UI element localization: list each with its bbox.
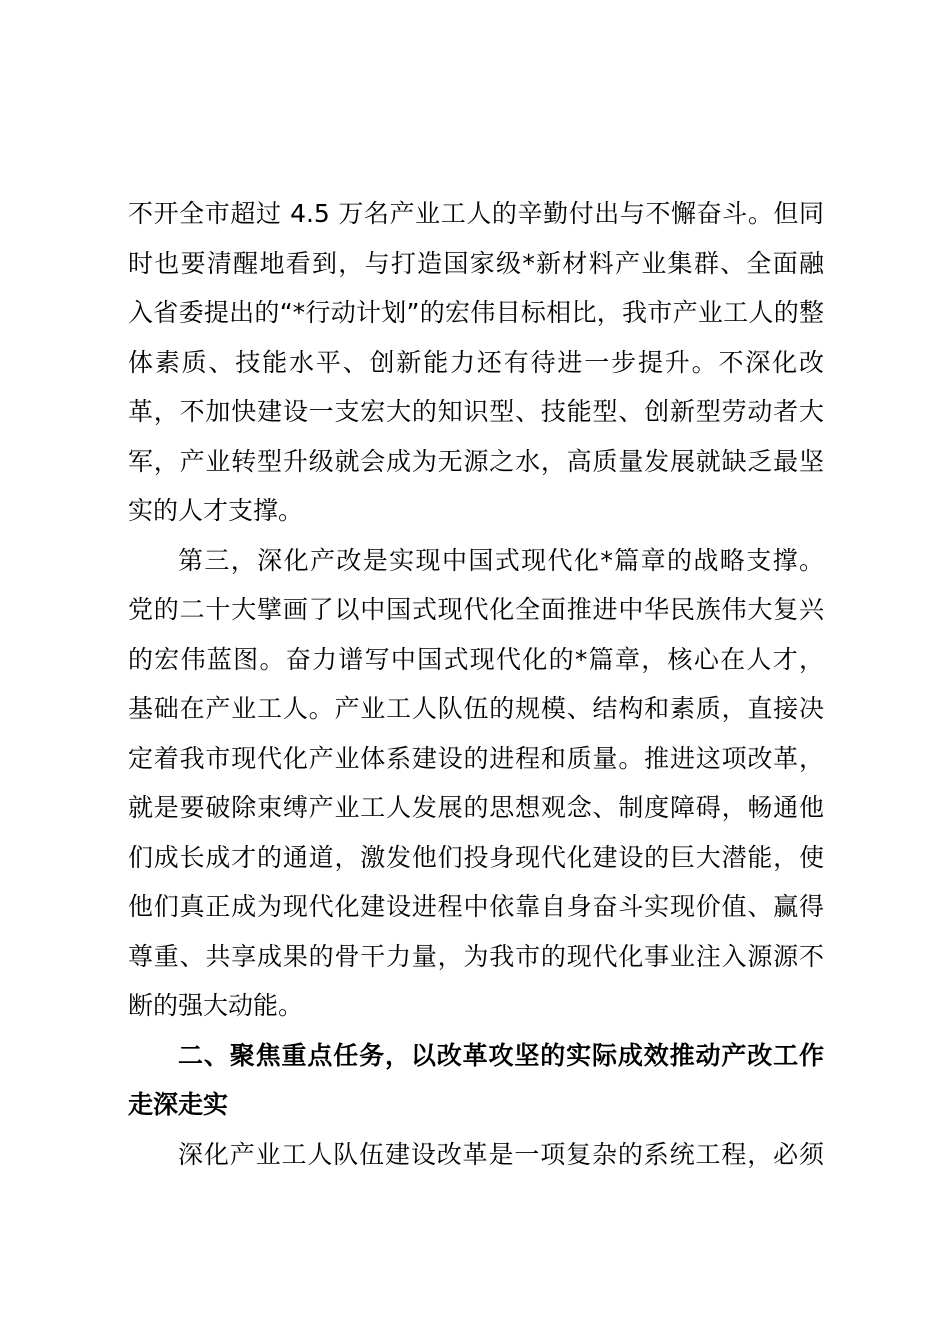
document-body <box>128 189 824 1179</box>
heading-line: 走深走实 <box>128 1090 229 1119</box>
text-line: 军，产业转型升级就会成为无源之水，高质量发展就缺乏最坚 <box>128 446 824 476</box>
text-line: 体素质、技能水平、创新能力还有待进一步提升。不深化改 <box>128 347 824 377</box>
text-line: 不开全市超过 4.5 万名产业工人的辛勤付出与不懈奋斗。但同 <box>128 199 824 228</box>
text-line: 实的人才支撑。 <box>128 496 304 525</box>
text-line: 们成长成才的通道，激发他们投身现代化建设的巨大潜能，使 <box>128 842 824 872</box>
text-line: 基础在产业工人。产业工人队伍的规模、结构和素质，直接决 <box>128 694 824 723</box>
paragraph-third-point <box>128 536 824 1031</box>
text-line: 断的强大动能。 <box>128 991 304 1020</box>
text-line: 定着我市现代化产业体系建设的进程和质量。推进这项改革， <box>128 743 824 773</box>
text-line: 的宏伟蓝图。奋力谱写中国式现代化的*篇章，核心在人才， <box>128 644 824 674</box>
text-line: 尊重、共享成果的骨干力量，为我市的现代化事业注入源源不 <box>128 941 824 971</box>
text-line: 时也要清醒地看到，与打造国家级*新材料产业集群、全面融 <box>128 248 824 278</box>
text-line: 入省委提出的“*行动计划”的宏伟目标相比，我市产业工人的整 <box>128 298 824 327</box>
paragraph-continuation <box>128 189 824 536</box>
text-line: 党的二十大擘画了以中国式现代化全面推进中华民族伟大复兴 <box>128 595 824 624</box>
text-line: 第三，深化产改是实现中国式现代化*篇章的战略支撑。 <box>178 545 824 575</box>
heading-line: 二、聚焦重点任务，以改革攻坚的实际成效推动产改工作 <box>178 1040 824 1070</box>
section-heading <box>128 1031 824 1130</box>
text-line: 就是要破除束缚产业工人发展的思想观念、制度障碍，畅通他 <box>128 793 824 822</box>
text-line: 他们真正成为现代化建设进程中依靠自身奋斗实现价值、赢得 <box>128 892 824 921</box>
paragraph-section-intro <box>128 1130 824 1180</box>
text-line: 深化产业工人队伍建设改革是一项复杂的系统工程，必须 <box>178 1139 824 1169</box>
text-line: 革，不加快建设一支宏大的知识型、技能型、创新型劳动者大 <box>128 397 824 426</box>
